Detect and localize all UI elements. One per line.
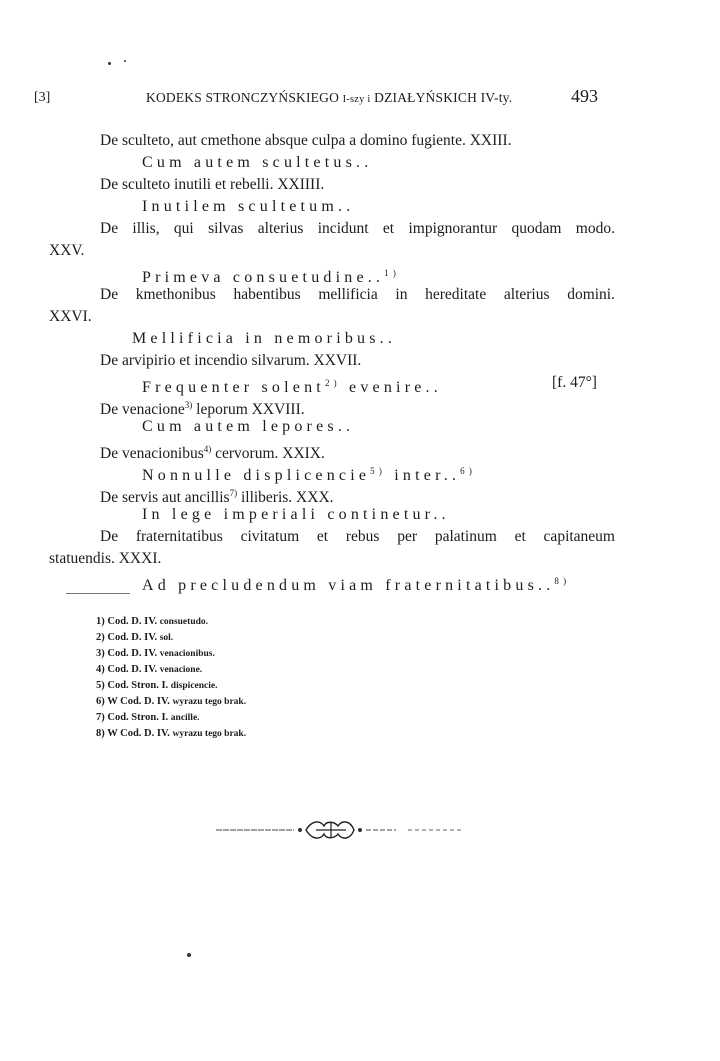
footnote-text: consuetudo. xyxy=(159,617,209,627)
entry-heading: De arvipirio et incendio silvarum. XXVII. xyxy=(100,352,362,369)
running-title-end: DZIAŁYŃSKICH IV-ty. xyxy=(374,90,513,105)
entry-incipit: Inutilem scultetum.. xyxy=(142,198,355,215)
ornament-divider xyxy=(216,818,461,842)
footnote-mark: 6) xyxy=(460,466,477,476)
speck-mark xyxy=(124,60,126,62)
entry-heading: De sculteto, aut cmethone absque culpa a domino fugiente. XXIII. xyxy=(100,132,512,149)
footnote-source: W Cod. D. IV. xyxy=(107,728,170,739)
entry-heading: De kmethonibus habentibus mellificia in hereditate alterius domini. xyxy=(100,286,615,303)
footnote xyxy=(96,662,202,678)
entry-incipit: In lege imperiali continetur.. xyxy=(142,506,450,523)
entry-incipit xyxy=(142,570,570,597)
heading-text: leporum XXVIII. xyxy=(196,401,305,418)
footnote-number: 6) xyxy=(96,696,105,707)
footnote xyxy=(96,614,208,630)
entry-heading: De illis, qui silvas alterius incidunt et impignorantur quodam modo. xyxy=(100,220,615,237)
running-title xyxy=(146,90,512,106)
footnote-number: 7) xyxy=(96,712,105,723)
footnote xyxy=(96,630,173,646)
footnote-mark: 2) xyxy=(324,378,341,388)
footnote-source: Cod. Stron. I. xyxy=(107,680,169,691)
entry-incipit: Mellificia in nemoribus.. xyxy=(132,330,397,347)
footnote-mark: 7) xyxy=(229,488,238,498)
entry-heading-cont: XXV. xyxy=(49,242,85,259)
entry-heading-cont: XXVI. xyxy=(49,308,92,325)
footnote-separator xyxy=(66,593,130,594)
footnote xyxy=(96,678,218,694)
entry-heading: De sculteto inutili et rebelli. XXIIII. xyxy=(100,176,325,193)
footnote-source: Cod. Stron. I. xyxy=(107,712,169,723)
entry-heading: De fraternitatibus civitatum et rebus per palatinum et capitaneum xyxy=(100,528,615,545)
footnote-mark: 8) xyxy=(554,576,571,586)
speck-mark xyxy=(108,62,111,65)
footnote-text: sol. xyxy=(159,633,174,643)
incipit-text: Ad precludendum viam fraternitatibus.. xyxy=(142,577,555,594)
footnote-number: 4) xyxy=(96,664,105,675)
footnote-number: 8) xyxy=(96,728,105,739)
speck-mark xyxy=(187,953,191,957)
footnote-mark: 1) xyxy=(384,268,401,278)
footnote-mark: 4) xyxy=(203,444,212,454)
footnote-text: venacionibus. xyxy=(159,649,215,659)
incipit-text: evenire.. xyxy=(349,379,442,396)
footnote xyxy=(96,694,246,710)
footnote xyxy=(96,710,200,726)
page-number: 493 xyxy=(571,86,598,106)
heading-text: De servis aut ancillis xyxy=(100,489,230,506)
footnote-mark: 5) xyxy=(370,466,387,476)
incipit-text: inter.. xyxy=(394,467,461,484)
heading-text: De venacionibus xyxy=(100,445,204,462)
heading-text: De venacione xyxy=(100,401,185,418)
entry-incipit: Cum autem scultetus.. xyxy=(142,154,373,171)
incipit-text: Nonnulle displicencie xyxy=(142,467,371,484)
footnote-text: wyrazu tego brak. xyxy=(172,729,247,739)
entry-heading-cont: statuendis. XXXI. xyxy=(49,550,162,567)
incipit-text: Frequenter solent xyxy=(142,379,325,396)
footnote-text: dispicencie. xyxy=(170,681,218,691)
entry-incipit: Cum autem lepores.. xyxy=(142,418,355,435)
footnote-source: Cod. D. IV. xyxy=(107,648,158,659)
running-title-mid: I-szy i xyxy=(342,94,371,105)
footnote-number: 1) xyxy=(96,616,105,627)
footnote-source: Cod. D. IV. xyxy=(107,616,158,627)
header-left-mark: [3] xyxy=(34,90,51,105)
footnote-text: ancille. xyxy=(170,713,200,723)
heading-text: illiberis. XXX. xyxy=(240,489,334,506)
footnote-source: Cod. D. IV. xyxy=(107,632,158,643)
footnote xyxy=(96,646,215,662)
footnote-number: 5) xyxy=(96,680,105,691)
footnote-mark: 3) xyxy=(184,400,193,410)
footnote-text: venacione. xyxy=(159,665,203,675)
footnote-number: 2) xyxy=(96,632,105,643)
footnote-source: W Cod. D. IV. xyxy=(107,696,170,707)
footnote-text: wyrazu tego brak. xyxy=(172,697,247,707)
footnote-number: 3) xyxy=(96,648,105,659)
folio-marker: [f. 47°] xyxy=(552,374,597,391)
incipit-text: Primeva consuetudine.. xyxy=(142,269,385,286)
footnote xyxy=(96,726,246,742)
heading-text: cervorum. XXIX. xyxy=(215,445,325,462)
running-title-main: KODEKS STRONCZYŃSKIEGO xyxy=(146,90,340,105)
footnote-source: Cod. D. IV. xyxy=(107,664,158,675)
